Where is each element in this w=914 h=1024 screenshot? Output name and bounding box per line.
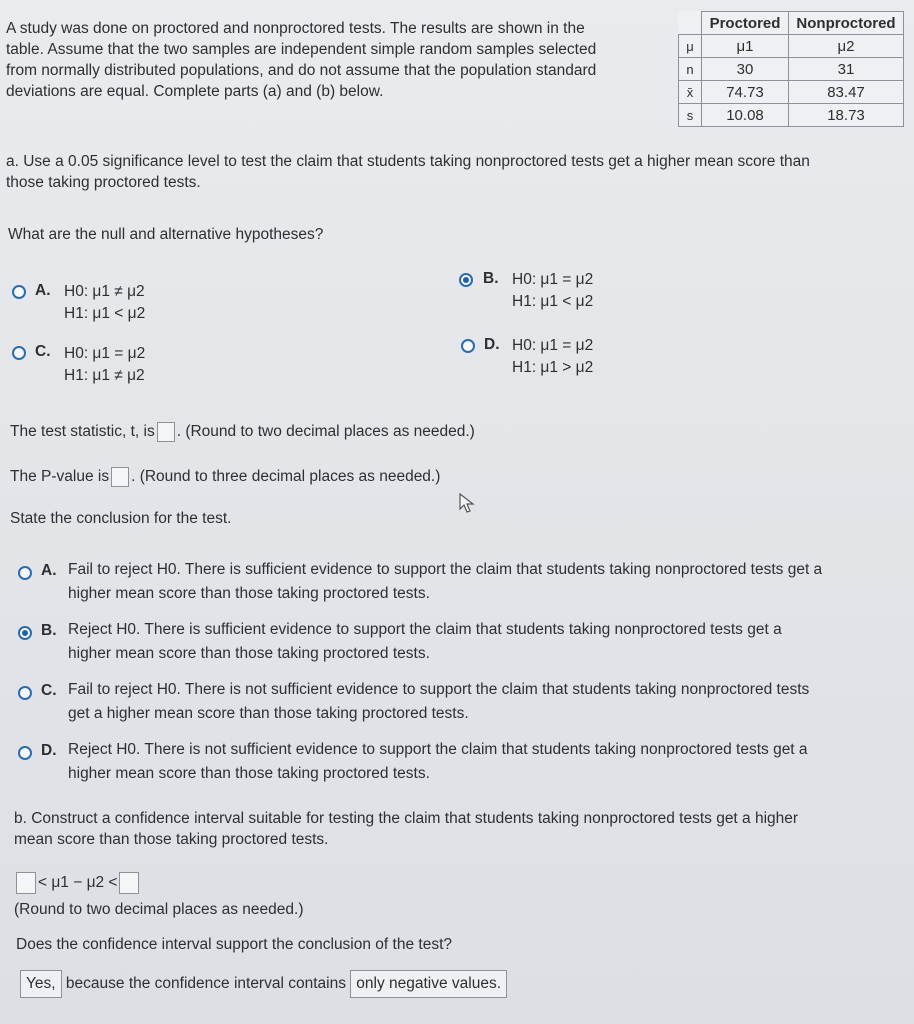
conclusion-b-text[interactable]: [68, 618, 908, 666]
option-a-letter: A.: [35, 282, 51, 299]
option-c-h1: H1: μ1 ≠ μ2: [64, 367, 145, 384]
conclusion-a-line2: higher mean score than those taking proctored tests.: [68, 585, 430, 602]
answer-yes-select[interactable]: Yes,: [20, 970, 62, 998]
option-c-letter: C.: [35, 343, 51, 360]
row-label: x̄: [679, 81, 702, 104]
cell: μ2: [789, 35, 904, 58]
option-b-radio[interactable]: [459, 273, 473, 287]
cell: 18.73: [789, 104, 904, 127]
hypotheses-question: What are the null and alternative hypotheses?: [8, 226, 324, 243]
test-statistic-row: [10, 422, 475, 442]
test-statistic-input[interactable]: [157, 422, 175, 442]
cell: 31: [789, 58, 904, 81]
conclusion-c-letter: C.: [41, 682, 57, 699]
option-d-h0: H0: μ1 = μ2: [512, 337, 594, 354]
p-value-input[interactable]: [111, 467, 129, 487]
ci-round-note: (Round to two decimal places as needed.): [14, 901, 304, 918]
option-a-radio[interactable]: [12, 285, 26, 299]
conclusion-a-text[interactable]: [68, 558, 908, 606]
part-b-line: b. Construct a confidence interval suitable for testing the claim that students taking nonproctored tests get a higher: [14, 810, 799, 827]
part-a-line: those taking proctored tests.: [6, 174, 201, 191]
answer-values-select[interactable]: only negative values.: [350, 970, 507, 998]
row-label: n: [679, 58, 702, 81]
ci-expression: < μ1 − μ2 <: [38, 874, 118, 892]
table-corner: [679, 12, 702, 35]
conclusion-b-radio[interactable]: [18, 626, 32, 640]
option-d-h1: H1: μ1 > μ2: [512, 359, 594, 376]
conclusion-b-line1: Reject H0. There is sufficient evidence to support the claim that students taking nonproctored tests get a: [68, 621, 782, 638]
option-b-h1: H1: μ1 < μ2: [512, 293, 594, 310]
option-b-h0: H0: μ1 = μ2: [512, 271, 594, 288]
conclusion-d-line1: Reject H0. There is not sufficient evidence to support the claim that students taking nonproctored tests get a: [68, 741, 808, 758]
option-a-h1: H1: μ1 < μ2: [64, 305, 146, 322]
row-label: μ: [679, 35, 702, 58]
conclusion-c-line2: get a higher mean score than those taking proctored tests.: [68, 705, 469, 722]
test-statistic-note: . (Round to two decimal places as needed.): [176, 423, 475, 441]
ci-upper-input[interactable]: [119, 872, 139, 894]
part-a-line: a. Use a 0.05 significance level to test the claim that students taking nonproctored tests get a higher mean score than: [6, 153, 810, 170]
option-a-h0: H0: μ1 ≠ μ2: [64, 283, 145, 300]
conclusion-d-line2: higher mean score than those taking proctored tests.: [68, 765, 430, 782]
support-answer-row: [20, 970, 507, 998]
conclusion-b-line2: higher mean score than those taking proctored tests.: [68, 645, 430, 662]
intro-text: [6, 18, 666, 102]
cell: 30: [702, 58, 789, 81]
conclusion-a-line1: Fail to reject H0. There is sufficient evidence to support the claim that students taking nonproctored tests get a: [68, 561, 823, 578]
table-row: [679, 35, 904, 58]
table-row: [679, 58, 904, 81]
part-b-line: mean score than those taking proctored tests.: [14, 831, 329, 848]
answer-middle-text: because the confidence interval contains: [65, 975, 346, 992]
conclusion-d-letter: D.: [41, 742, 57, 759]
p-value-note: . (Round to three decimal places as needed.): [131, 468, 441, 486]
p-value-label: The P-value is: [10, 468, 110, 486]
table-row: [679, 81, 904, 104]
option-b-letter: B.: [483, 270, 499, 287]
col-header-proctored: Proctored: [702, 12, 789, 35]
option-b-hypotheses[interactable]: [512, 269, 593, 313]
option-a-hypotheses[interactable]: [64, 281, 145, 325]
cell: μ1: [702, 35, 789, 58]
conclusion-d-radio[interactable]: [18, 746, 32, 760]
option-c-radio[interactable]: [12, 346, 26, 360]
option-d-letter: D.: [484, 336, 500, 353]
p-value-row: [10, 467, 440, 487]
part-b-prompt: [14, 808, 798, 850]
ci-lower-input[interactable]: [16, 872, 36, 894]
conclusion-d-text[interactable]: [68, 738, 908, 786]
part-a-prompt: [6, 151, 810, 193]
intro-line: table. Assume that the two samples are independent simple random samples selected: [6, 41, 597, 58]
conclusion-prompt: State the conclusion for the test.: [10, 510, 232, 527]
conclusion-b-letter: B.: [41, 622, 57, 639]
option-d-hypotheses[interactable]: [512, 335, 593, 379]
table-header-row: [679, 12, 904, 35]
row-label: s: [679, 104, 702, 127]
confidence-interval-row: [14, 872, 141, 894]
data-table: [678, 11, 904, 127]
test-statistic-label: The test statistic, t, is: [10, 423, 155, 441]
intro-line: from normally distributed populations, and do not assume that the population standard: [6, 62, 597, 79]
conclusion-c-radio[interactable]: [18, 686, 32, 700]
option-d-radio[interactable]: [461, 339, 475, 353]
option-c-hypotheses[interactable]: [64, 343, 145, 387]
col-header-nonproctored: Nonproctored: [789, 12, 904, 35]
conclusion-a-radio[interactable]: [18, 566, 32, 580]
intro-line: deviations are equal. Complete parts (a) and (b) below.: [6, 83, 384, 100]
conclusion-a-letter: A.: [41, 562, 57, 579]
cell: 83.47: [789, 81, 904, 104]
support-question: Does the confidence interval support the conclusion of the test?: [16, 936, 452, 953]
cell: 74.73: [702, 81, 789, 104]
cell: 10.08: [702, 104, 789, 127]
conclusion-c-line1: Fail to reject H0. There is not sufficient evidence to support the claim that students taking nonproctored tests: [68, 681, 810, 698]
table-row: [679, 104, 904, 127]
conclusion-c-text[interactable]: [68, 678, 908, 726]
intro-line: A study was done on proctored and nonproctored tests. The results are shown in the: [6, 20, 585, 37]
mouse-cursor-icon: [458, 493, 478, 515]
option-c-h0: H0: μ1 = μ2: [64, 345, 146, 362]
